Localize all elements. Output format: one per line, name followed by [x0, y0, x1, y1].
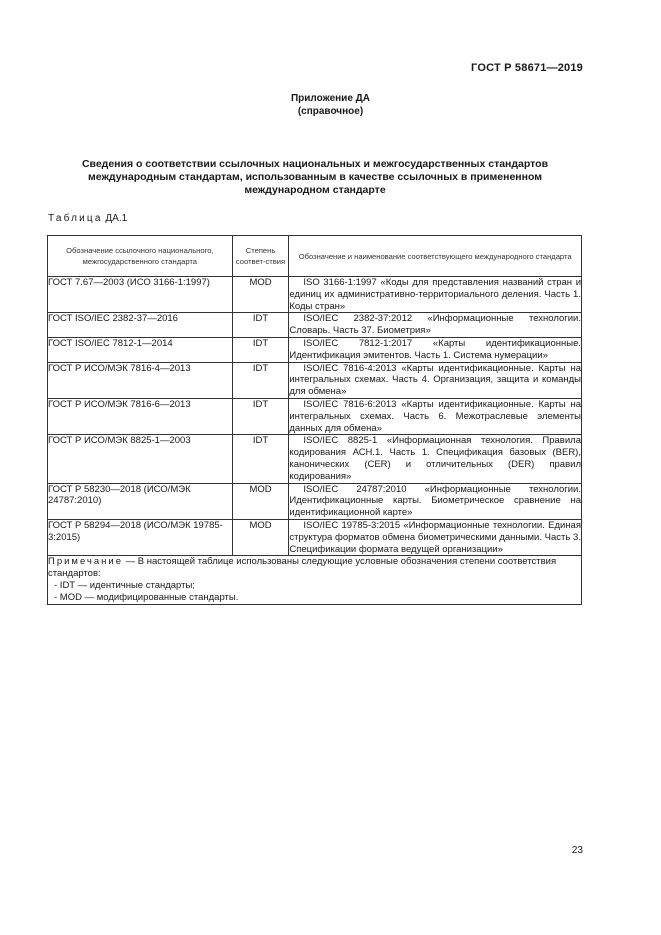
degree-cell: MOD	[232, 519, 289, 555]
degree-cell: IDT	[232, 313, 289, 338]
international-standard-cell	[289, 435, 582, 483]
table-row	[48, 362, 582, 398]
international-standard-cell	[289, 483, 582, 519]
note-text: — В настоящей таблице использованы следующие условные обозначения степени соответствия стандартов:	[48, 556, 557, 580]
international-standard-cell	[289, 519, 582, 555]
page-number: 23	[571, 845, 583, 856]
correspondence-table	[47, 235, 582, 605]
note-item-mod: - MOD — модифицированные стандарты.	[54, 591, 239, 603]
table-note-row	[48, 556, 582, 604]
document-code: ГОСТ Р 58671—2019	[471, 62, 583, 74]
national-standard-cell: ГОСТ Р 58230—2018 (ИСО/МЭК 24787:2010)	[48, 483, 233, 519]
national-standard-cell: ГОСТ 7.67—2003 (ИСО 3166-1:1997)	[48, 277, 233, 313]
international-standard-text: ISO/IEC 7816-4:2013 «Карты идентификационные. Карты на интегральных схемах. Часть 4. Организация, защита и команды для обмена»	[289, 362, 581, 398]
international-standard-text: ISO/IEC 2382-37:2012 «Информационные технологии. Словарь. Часть 37. Биометрия»	[289, 313, 581, 337]
table-row	[48, 519, 582, 555]
national-standard-cell: ГОСТ Р ИСО/МЭК 7816-4—2013	[48, 362, 233, 398]
international-standard-text: ISO/IEC 19785-3:2015 «Информационные технологии. Единая структура форматов обмена биометрическими данными. Часть 3. Спецификации формата ведущей организации»	[289, 519, 581, 555]
heading-line-3: международном стандарте	[244, 184, 386, 196]
appendix-title-block	[0, 92, 661, 118]
degree-cell: MOD	[232, 277, 289, 313]
degree-cell: IDT	[232, 337, 289, 362]
degree-cell: IDT	[232, 362, 289, 398]
table-note	[48, 556, 582, 604]
section-heading	[55, 158, 575, 197]
appendix-title: Приложение ДА	[290, 93, 371, 104]
table-label-prefix: Таблица	[48, 213, 103, 224]
header-national-standard: Обозначение ссылочного национального, межгосударственного стандарта	[48, 236, 233, 277]
header-degree: Степень соответ-ствия	[232, 236, 289, 277]
table-row	[48, 277, 582, 313]
table-row	[48, 398, 582, 434]
international-standard-text: ISO/IEC 24787:2010 «Информационные технологии. Идентификационные карты. Биометрическое сравнение на идентификационной карте»	[289, 483, 581, 519]
national-standard-cell: ГОСТ Р 58294—2018 (ИСО/МЭК 19785-3:2015)	[48, 519, 233, 555]
international-standard-text: ISO/IEC 8825-1 «Информационная технология. Правила кодирования АСН.1. Часть 1. Спецификация базовых (BER), канонических (CER) и отличительных (DER) правил кодирования»	[289, 435, 581, 482]
degree-cell: IDT	[232, 398, 289, 434]
note-title: Примечание	[48, 556, 123, 568]
degree-cell: MOD	[232, 483, 289, 519]
table-row	[48, 435, 582, 483]
international-standard-cell	[289, 398, 582, 434]
national-standard-cell: ГОСТ Р ИСО/МЭК 8825-1—2003	[48, 435, 233, 483]
international-standard-cell	[289, 337, 582, 362]
international-standard-text: ISO/IEC 7816-6:2013 «Карты идентификационные. Карты на интегральных схемах. Часть 6. Межотраслевые элементы данных для обмена»	[289, 398, 581, 434]
international-standard-cell	[289, 313, 582, 338]
national-standard-cell: ГОСТ ISO/IEC 2382-37—2016	[48, 313, 233, 338]
table-row	[48, 337, 582, 362]
table-header-row	[48, 236, 582, 277]
heading-line-1: Сведения о соответствии ссылочных национальных и межгосударственных стандартов	[81, 158, 549, 170]
note-paragraph	[48, 556, 581, 580]
table-row	[48, 483, 582, 519]
degree-cell: IDT	[232, 435, 289, 483]
header-international-standard: Обозначение и наименование соответствующего международного стандарта	[289, 236, 582, 277]
international-standard-text: ISO/IEC 7812-1:2017 «Карты идентификационные. Идентификация эмитентов. Часть 1. Система нумерации»	[289, 337, 581, 361]
table-label-number: ДА.1	[105, 213, 128, 224]
note-item-idt: - IDT — идентичные стандарты;	[54, 579, 195, 591]
heading-line-2: международным стандартам, использованным в качестве ссылочных в примененном	[87, 171, 543, 183]
national-standard-cell: ГОСТ Р ИСО/МЭК 7816-6—2013	[48, 398, 233, 434]
table-label	[48, 213, 127, 224]
international-standard-text: ISO 3166-1:1997 «Коды для представления названий стран и единиц их административно-территориального деления. Часть 1. Коды стран»	[289, 277, 581, 312]
national-standard-cell: ГОСТ ISO/IEC 7812-1—2014	[48, 337, 233, 362]
table-row	[48, 313, 582, 338]
appendix-subtitle: (справочное)	[297, 106, 364, 117]
international-standard-cell	[289, 362, 582, 398]
international-standard-cell	[289, 277, 582, 313]
